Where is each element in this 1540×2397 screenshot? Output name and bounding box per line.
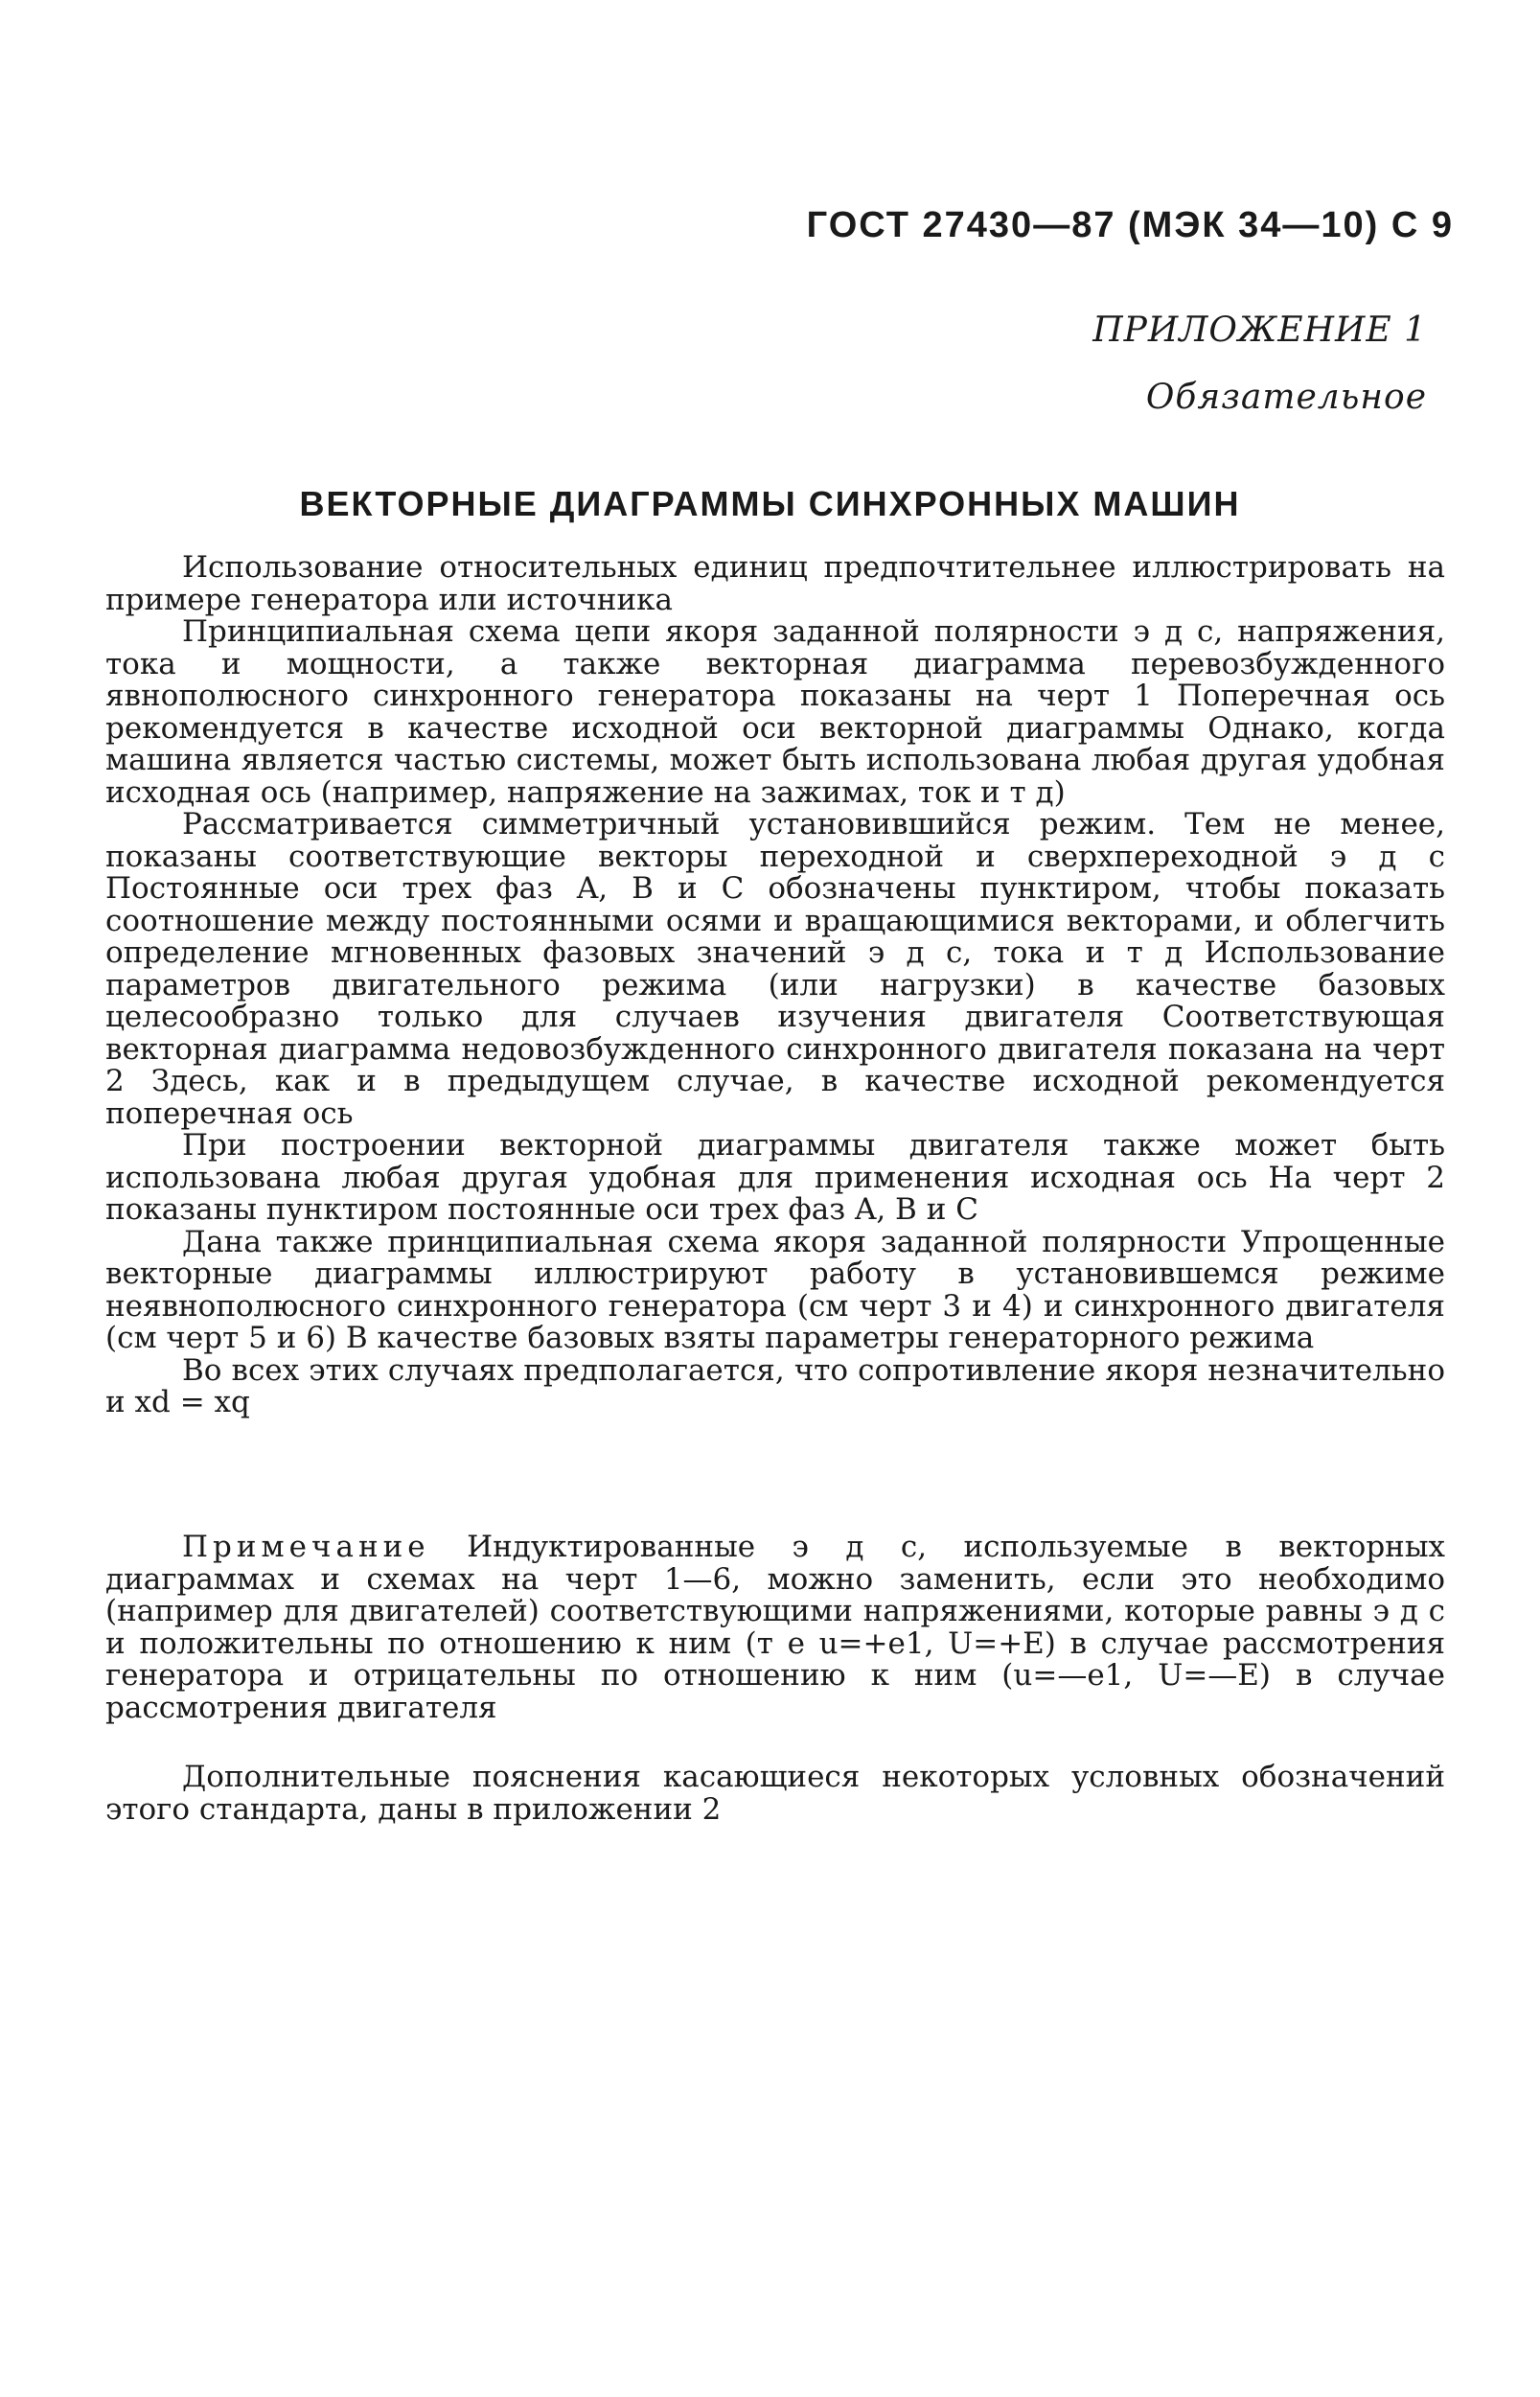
- note-label: Примечание: [182, 1530, 430, 1564]
- note-block: [105, 1532, 1445, 1724]
- main-text: [105, 552, 1445, 1419]
- paragraph: Использование относительных единиц предпочтительнее иллюстрировать на примере генератора или источника: [105, 550, 1445, 617]
- note-paragraph: [105, 1532, 1445, 1724]
- paragraph: Дана также принципиальная схема якоря заданной полярности Упрощенные векторные диаграммы иллюстрируют работу в установившемся режиме неявнополюсного синхронного генератора (см черт 3 и 4) и синхронного двигателя (см черт 5 и 6) В качестве базовых взяты параметры генераторного режима: [105, 1224, 1445, 1355]
- paragraph: При построении векторной диаграммы двигателя также может быть использована любая другая удобная для применения исходная ось На черт 2 показаны пунктиром постоянные оси трех фаз A, B и C: [105, 1128, 1445, 1227]
- appendix-status: Обязательное: [1145, 378, 1427, 417]
- extra-block: [105, 1762, 1445, 1826]
- appendix-block: [1092, 297, 1427, 431]
- page-header: ГОСТ 27430—87 (МЭК 34—10) С 9: [806, 205, 1454, 245]
- document-title: ВЕКТОРНЫЕ ДИАГРАММЫ СИНХРОННЫХ МАШИН: [299, 484, 1241, 523]
- paragraph: Рассматривается симметричный установившийся режим. Тем не менее, показаны соответствующие векторы переходной и сверхпереходной э д с Постоянные оси трех фаз A, B и C обозначены пунктиром, чтобы показать соотношение между постоянными осями и вращающимися векторами, и облегчить определение мгновенных фазовых значений э д с, тока и т д Использование параметров двигательного режима (или нагрузки) в качестве базовых целесообразно только для случаев изучения двигателя Соответствующая векторная диаграмма недовозбужденного синхронного двигателя показана на черт 2 Здесь, как и в предыдущем случае, в качестве исходной рекомендуется поперечная ось: [105, 807, 1445, 1131]
- appendix-label: ПРИЛОЖЕНИЕ 1: [1092, 311, 1427, 350]
- extra-paragraph: Дополнительные пояснения касающиеся некоторых условных обозначений этого стандарта, даны в приложении 2: [105, 1760, 1445, 1827]
- paragraph: Во всех этих случаях предполагается, что сопротивление якоря незначительно и xd = xq: [105, 1352, 1445, 1419]
- paragraph: Принципиальная схема цепи якоря заданной полярности э д с, напряжения, тока и мощности, а также векторная диаграмма перевозбужденного явнополюсного синхронного генератора показаны на черт 1 Поперечная ось рекомендуется в качестве исходной оси векторной диаграммы Однако, когда машина является частью системы, может быть использована любая другая удобная исходная ось (например, напряжение на зажимах, ток и т д): [105, 614, 1445, 810]
- note-text: Индуктированные э д с, используемые в векторных диаграммах и схемах на черт 1—6, можно заменить, если это необходимо (например для двигателей) соответствующими напряжениями, которые равны э д с и положительны по отношению к ним (т е u=+e1, U=+E) в случае рассмотрения генератора и отрицательны по отношению к ним (u=—e1, U=—E) в случае рассмотрения двигателя: [105, 1530, 1445, 1725]
